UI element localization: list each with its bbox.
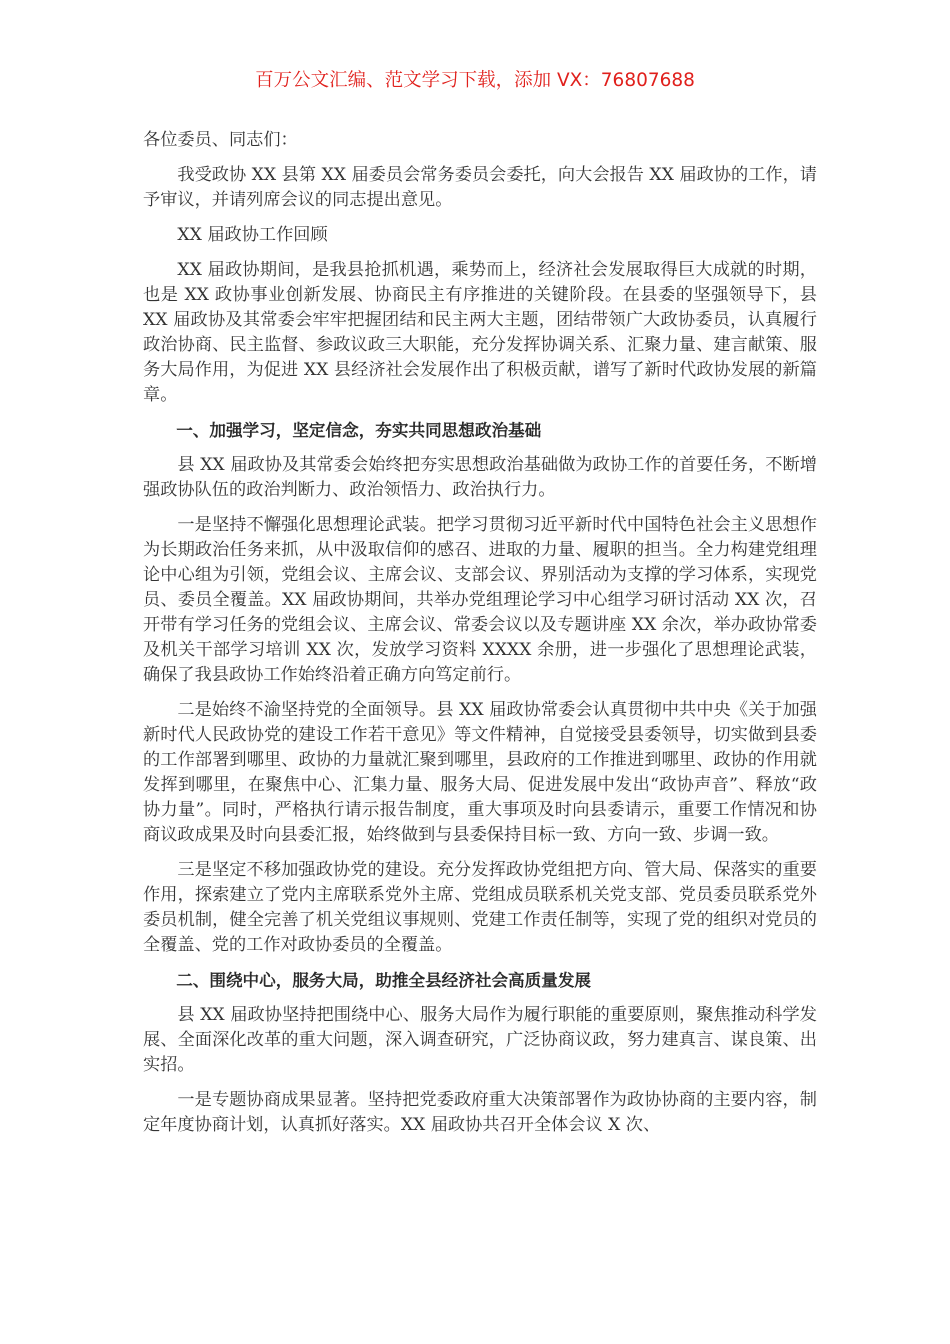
- download-promo-banner: 百万公文汇编、范文学习下载，添加 VX：76807688: [255, 70, 695, 91]
- review-summary-paragraph: XX 届政协期间，是我县抢抓机遇，乘势而上，经济社会发展取得巨大成就的时期，也是 XX 政协事业创新发展、协商民主有序推进的关键阶段。在县委的坚强领导下，县 XX 届政协及其常委会牢牢把握团结和民主两大主题，团结带领广大政协委员，认真履行政治协商、民主监督、参政议政三大职能，充分发挥协调关系、汇聚力量、建言献策、服务大局作用，为促进 XX 县经济社会发展作出了积极贡献，谱写了新时代政协发展的新篇章。: [143, 260, 817, 405]
- section-2-intro-paragraph: 县 XX 届政协坚持把围绕中心、服务大局作为履行职能的重要原则，聚焦推动科学发展、全面深化改革的重大问题，深入调查研究，广泛协商议政，努力建真言、谋良策、出实招。: [143, 1005, 817, 1075]
- document-body: [143, 128, 817, 1148]
- section-1-point-2-paragraph: 二是始终不渝坚持党的全面领导。县 XX 届政协常委会认真贯彻中共中央《关于加强新时代人民政协党的建设工作若干意见》等文件精神，自觉接受县委领导，切实做到县委的工作部署到哪里、政协的力量就汇聚到哪里，县政府的工作推进到哪里、政协的作用就发挥到哪里，在聚焦中心、汇集力量、服务大局、促进发展中发出“政协声音”、释放“政协力量”。同时，严格执行请示报告制度，重大事项及时向县委请示，重要工作情况和协商议政成果及时向县委汇报，始终做到与县委保持目标一致、方向一致、步调一致。: [143, 700, 817, 845]
- section-1-intro-paragraph: 县 XX 届政协及其常委会始终把夯实思想政治基础做为政协工作的首要任务，不断增强政协队伍的政治判断力、政治领悟力、政治执行力。: [143, 455, 817, 500]
- intro-paragraph: 我受政协 XX 县第 XX 届委员会常务委员会委托，向大会报告 XX 届政协的工作，请予审议，并请列席会议的同志提出意见。: [143, 165, 817, 210]
- section-heading-2: 二、围绕中心，服务大局，助推全县经济社会高质量发展: [176, 971, 592, 990]
- section-heading-1: 一、加强学习，坚定信念，夯实共同思想政治基础: [176, 421, 542, 440]
- review-title: XX 届政协工作回顾: [177, 225, 328, 245]
- salutation: 各位委员、同志们：: [143, 130, 298, 150]
- section-1-point-1-paragraph: 一是坚持不懈强化思想理论武装。把学习贯彻习近平新时代中国特色社会主义思想作为长期政治任务来抓，从中汲取信仰的感召、进取的力量、履职的担当。全力构建党组理论中心组为引领，党组会议、主席会议、支部会议、界别活动为支撑的学习体系，实现党员、委员全覆盖。XX 届政协期间，共举办党组理论学习中心组学习研讨活动 XX 次，召开带有学习任务的党组会议、主席会议、常委会议以及专题讲座 XX 余次，举办政协常委及机关干部学习培训 XX 次，发放学习资料 XXXX 余册，进一步强化了思想理论武装，确保了我县政协工作始终沿着正确方向笃定前行。: [143, 515, 817, 685]
- section-1-point-3-paragraph: 三是坚定不移加强政协党的建设。充分发挥政协党组把方向、管大局、保落实的重要作用，探索建立了党内主席联系党外主席、党组成员联系机关党支部、党员委员联系党外委员机制，健全完善了机关党组议事规则、党建工作责任制等，实现了党的组织对党员的全覆盖、党的工作对政协委员的全覆盖。: [143, 860, 817, 955]
- section-2-point-1-paragraph: 一是专题协商成果显著。坚持把党委政府重大决策部署作为政协协商的主要内容，制定年度协商计划，认真抓好落实。XX 届政协共召开全体会议 X 次、: [143, 1090, 817, 1135]
